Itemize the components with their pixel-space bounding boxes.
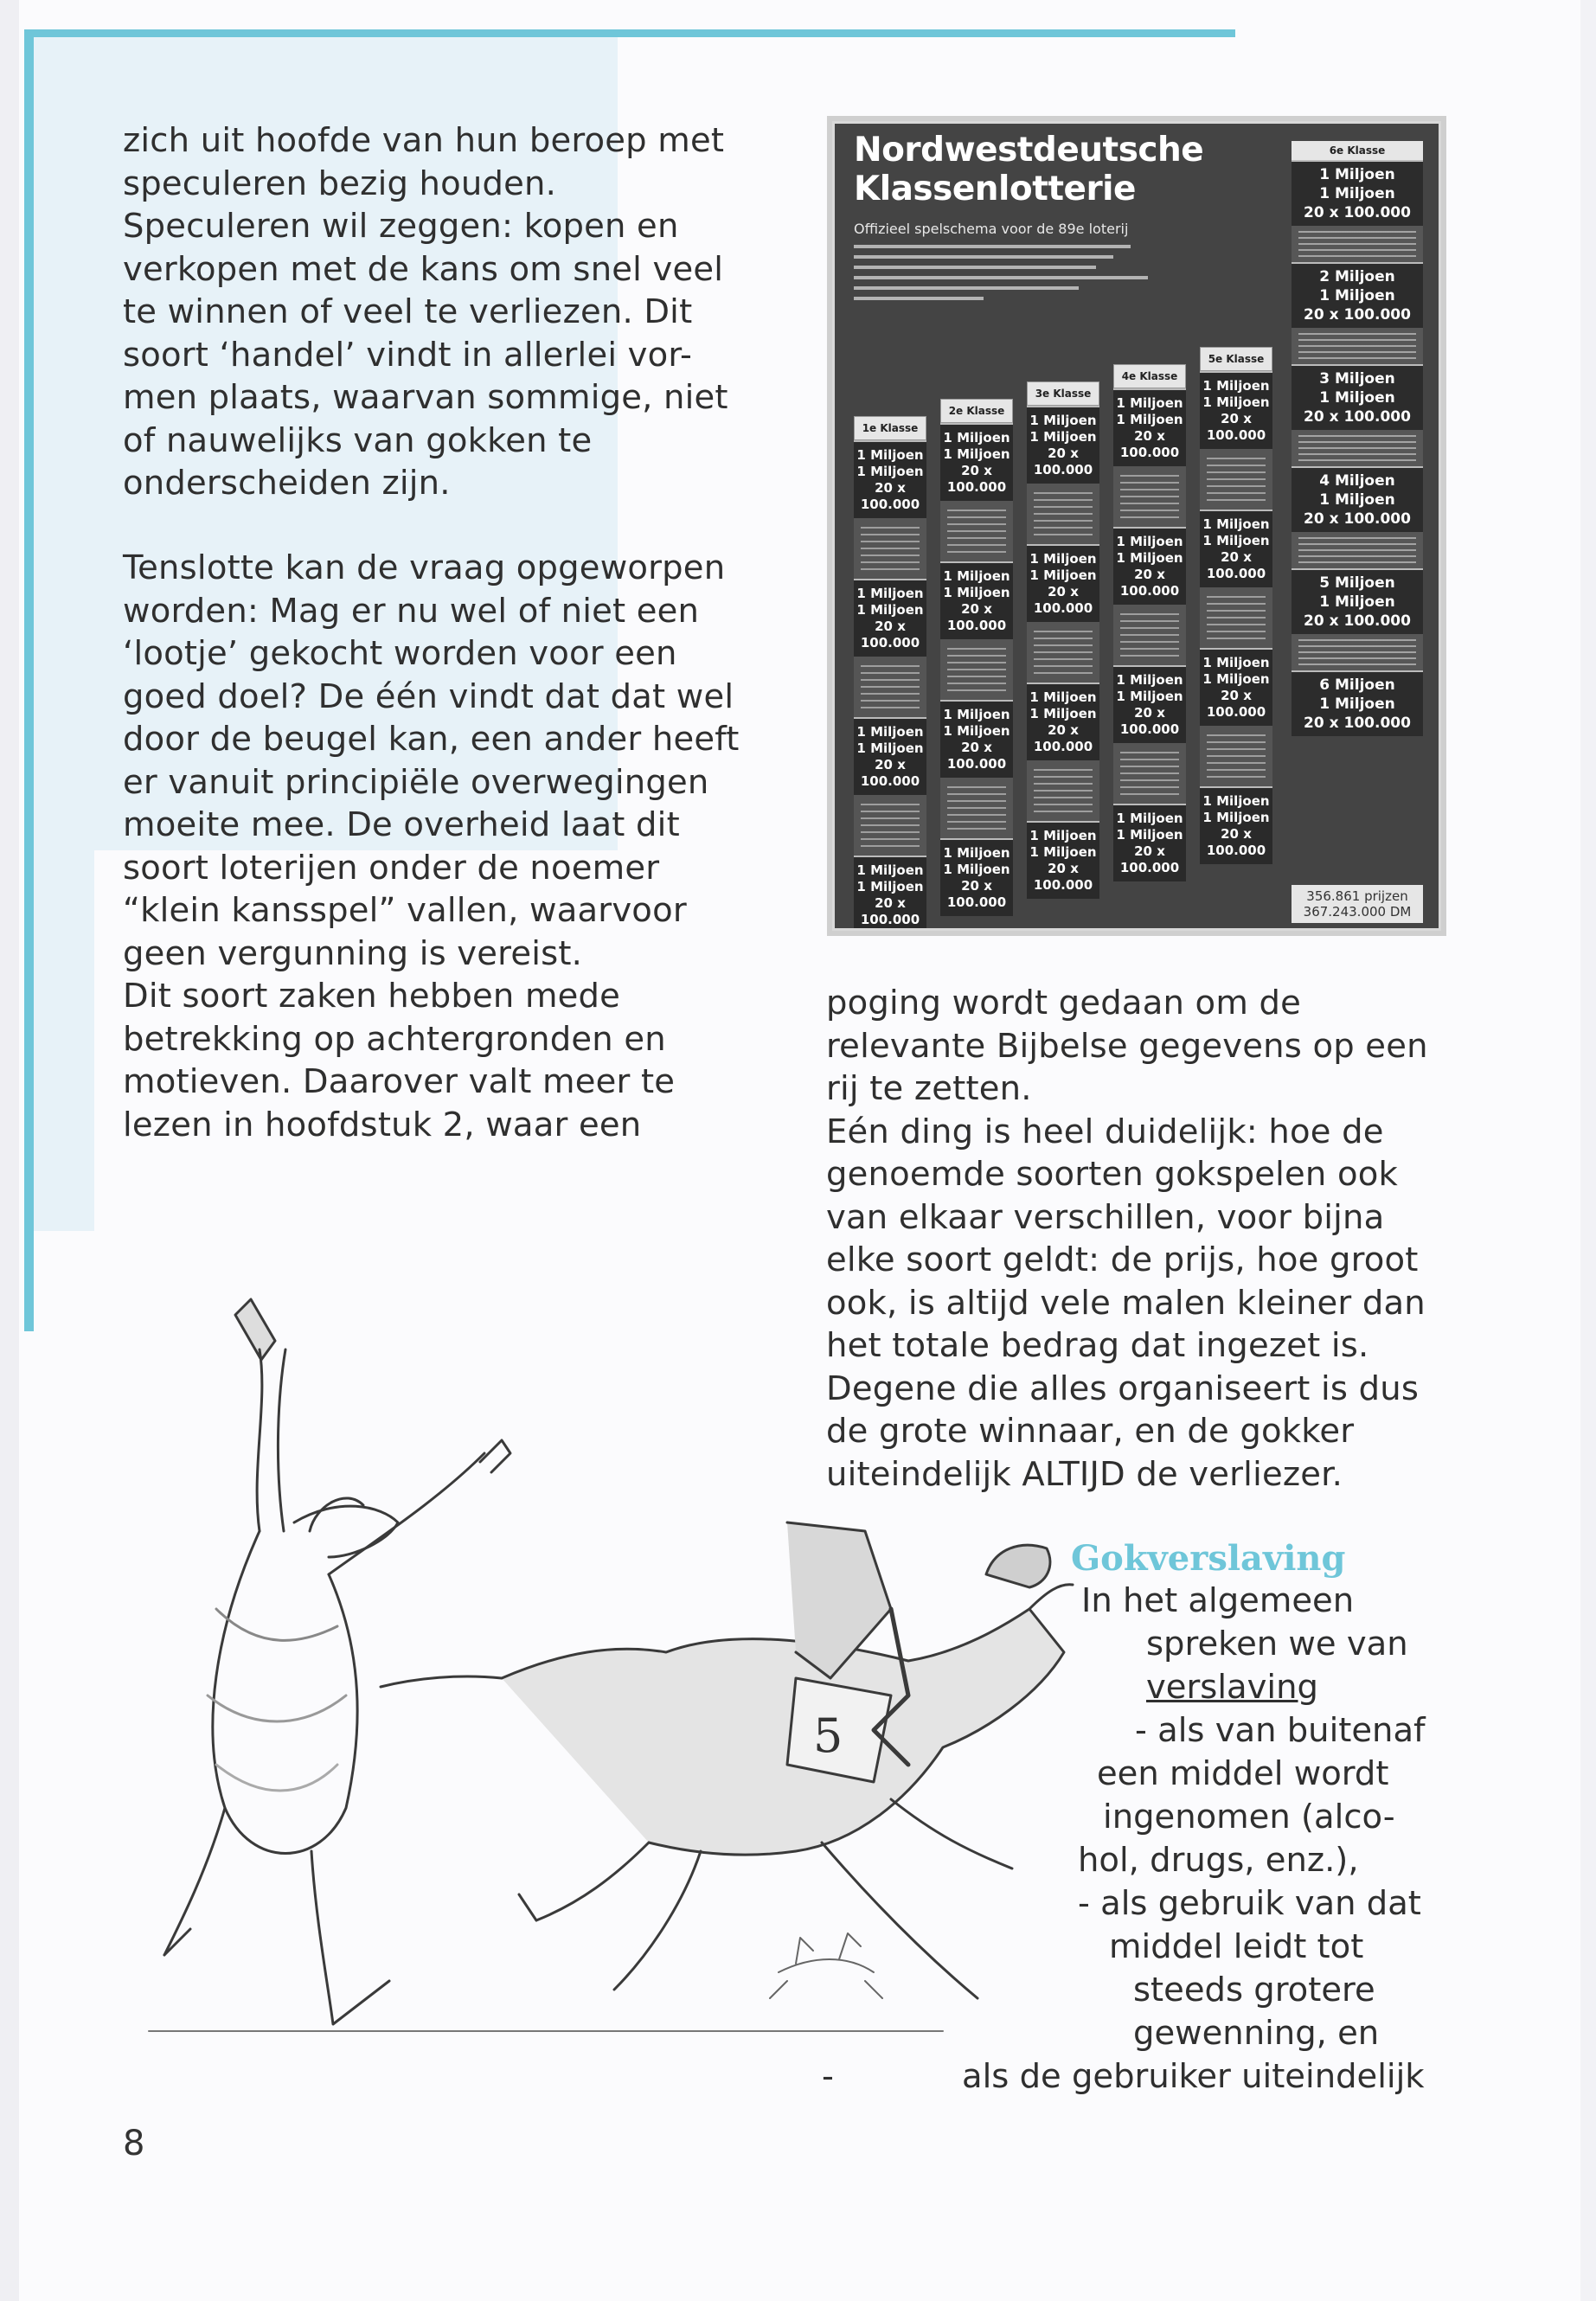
poster-prize-cell: 1 Miljoen 1 Miljoen 20 x 100.000 — [1200, 786, 1272, 864]
poster-prize-cell: 1 Miljoen 1 Miljoen 20 x 100.000 — [1027, 683, 1099, 760]
text-line: ‘lootje’ gekocht worden voor een — [123, 634, 677, 673]
poster-fine-cell — [1292, 328, 1423, 364]
text-line: te winnen of veel te verliezen. Dit — [123, 292, 693, 331]
poster-prize-cell: 1 Miljoen 1 Miljoen 20 x 100.000 — [1292, 160, 1423, 226]
text-line: relevante Bijbelse gegevens op een — [826, 1026, 1428, 1066]
poster-class-column — [1200, 347, 1272, 864]
poster-class-column — [1113, 364, 1186, 881]
text-line: spreken we van — [1146, 1625, 1408, 1663]
poster-class-header: 2e Klasse — [940, 399, 1013, 423]
text-line: de grote winnaar, en de gokker — [826, 1412, 1355, 1451]
poster-prize-cell: 1 Miljoen 1 Miljoen 20 x 100.000 — [854, 717, 926, 795]
text-line: er vanuit principiële overwegingen — [123, 762, 709, 802]
poster-prize-cell: 1 Miljoen 1 Miljoen 20 x 100.000 — [1200, 510, 1272, 587]
poster-fine-cell — [1113, 466, 1186, 527]
poster-fine-cell — [940, 639, 1013, 700]
text-line: - als gebruik van dat — [1078, 1884, 1421, 1923]
text-line: ingenomen (alco- — [1103, 1798, 1395, 1836]
poster-fine-cell — [1113, 743, 1186, 804]
body-text-left-bottom — [123, 547, 746, 1146]
poster-fine-cell — [940, 778, 1013, 838]
page-edge-right — [1580, 0, 1596, 2301]
text-line: het totale bedrag dat ingezet is. — [826, 1326, 1369, 1365]
horse-number: 5 — [813, 1708, 843, 1763]
distant-racers — [770, 1933, 882, 1998]
text-line: als de gebruiker uiteindelijk — [962, 2057, 1425, 2096]
poster-class-6-column — [1292, 141, 1423, 736]
text-line: rij te zetten. — [826, 1069, 1032, 1108]
poster-prize-cell: 4 Miljoen 1 Miljoen 20 x 100.000 — [1292, 466, 1423, 532]
poster-prize-cell: 1 Miljoen 1 Miljoen 20 x 100.000 — [940, 423, 1013, 501]
poster-class-column — [854, 416, 926, 931]
text-line: motieven. Daarover valt meer te — [123, 1062, 676, 1101]
text-line: Eén ding is heel duidelijk: hoe de — [826, 1112, 1384, 1151]
poster-prize-cell: 2 Miljoen 1 Miljoen 20 x 100.000 — [1292, 262, 1423, 328]
text-line: een middel wordt — [1097, 1754, 1389, 1793]
page-edge-left — [0, 0, 19, 2301]
cartoon-illustration — [130, 1246, 1168, 2076]
text-line: door de beugel kan, een ander heeft — [123, 720, 740, 759]
lottery-poster-image — [832, 121, 1441, 931]
text-line: elke soort geldt: de prijs, hoe groot — [826, 1240, 1419, 1279]
text-line: goed doel? De één vindt dat dat wel — [123, 676, 734, 716]
text-line: geen vergunning is vereist. — [123, 933, 583, 973]
poster-prize-cell: 1 Miljoen 1 Miljoen 20 x 100.000 — [1200, 648, 1272, 726]
horse-figure — [381, 1522, 1073, 1998]
poster-class-header: 3e Klasse — [1027, 381, 1099, 406]
man-figure — [164, 1299, 510, 2024]
poster-prize-cell: 1 Miljoen 1 Miljoen 20 x 100.000 — [940, 838, 1013, 916]
poster-prize-cell: 1 Miljoen 1 Miljoen 20 x 100.000 — [940, 561, 1013, 639]
text-line: worden: Mag er nu wel of niet een — [123, 591, 700, 631]
section-heading-gokverslaving: Gokverslaving — [1071, 1538, 1346, 1579]
poster-prize-cell: 1 Miljoen 1 Miljoen 20 x 100.000 — [854, 856, 926, 931]
poster-fine-cell — [1027, 622, 1099, 683]
text-line: betrekking op achtergronden en — [123, 1019, 666, 1059]
poster-subtitle: Offizieel spelschema voor de 89e loterij — [854, 221, 1129, 237]
poster-fine-cell — [1292, 430, 1423, 466]
poster-fine-print — [854, 245, 1165, 307]
poster-fine-cell — [1200, 449, 1272, 510]
text-line: In het algemeen — [1081, 1581, 1355, 1620]
poster-prize-cell: 1 Miljoen 1 Miljoen 20 x 100.000 — [1027, 544, 1099, 622]
text-line: - als van buitenaf — [1135, 1711, 1426, 1750]
text-line: Speculeren wil zeggen: kopen en — [123, 207, 679, 246]
text-line: ook, is altijd vele malen kleiner dan — [826, 1283, 1426, 1323]
poster-prize-cell: 1 Miljoen 1 Miljoen 20 x 100.000 — [1113, 527, 1186, 605]
poster-fine-cell — [1292, 226, 1423, 262]
poster-prize-cell: 5 Miljoen 1 Miljoen 20 x 100.000 — [1292, 568, 1423, 634]
poster-prize-cell: 1 Miljoen 1 Miljoen 20 x 100.000 — [1113, 388, 1186, 466]
poster-fine-cell — [1292, 532, 1423, 568]
poster-class-column — [1027, 381, 1099, 899]
text-line: middel leidt tot — [1109, 1927, 1364, 1966]
text-line: onderscheiden zijn. — [123, 464, 451, 503]
poster-class-header: 5e Klasse — [1200, 347, 1272, 371]
poster-fine-cell — [1292, 634, 1423, 670]
body-text-left-top — [123, 119, 746, 505]
poster-prize-cell: 6 Miljoen 1 Miljoen 20 x 100.000 — [1292, 670, 1423, 736]
poster-fine-cell — [1200, 587, 1272, 648]
text-line: zich uit hoofde van hun beroep met — [123, 121, 725, 160]
poster-prize-cell: 1 Miljoen 1 Miljoen 20 x 100.000 — [940, 700, 1013, 778]
poster-total-line: 367.243.000 DM — [1303, 904, 1412, 920]
poster-total — [1292, 885, 1423, 923]
text-line: soort ‘handel’ vindt in allerlei vor- — [123, 335, 693, 375]
text-line: soort loterijen onder de noemer — [123, 848, 660, 888]
poster-title-line: Nordwestdeutsche — [854, 131, 1204, 170]
text-line: of nauwelijks van gokken te — [123, 420, 593, 460]
text-line: verkopen met de kans om snel veel — [123, 249, 724, 289]
poster-title-line: Klassenlotterie — [854, 170, 1136, 208]
poster-prize-cell: 1 Miljoen 1 Miljoen 20 x 100.000 — [1200, 371, 1272, 449]
text-line: steeds grotere — [1133, 1971, 1375, 2009]
poster-fine-cell — [1200, 726, 1272, 786]
page-number: 8 — [123, 2124, 145, 2163]
text-line: Dit soort zaken hebben mede — [123, 977, 621, 1016]
poster-prize-cell: 1 Miljoen 1 Miljoen 20 x 100.000 — [1113, 665, 1186, 743]
text-line: moeite mee. De overheid laat dit — [123, 805, 680, 844]
poster-fine-cell — [940, 501, 1013, 561]
text-line: Degene die alles organiseert is dus — [826, 1368, 1420, 1408]
text-line: gewenning, en — [1133, 2014, 1380, 2053]
text-line: genoemde soorten gokspelen ook — [826, 1155, 1398, 1194]
text-line: speculeren bezig houden. — [123, 163, 557, 203]
poster-prize-cell: 1 Miljoen 1 Miljoen 20 x 100.000 — [854, 440, 926, 518]
text-line: uiteindelijk ALTIJD de verliezer. — [826, 1454, 1343, 1494]
text-line: verslaving — [1146, 1668, 1318, 1707]
poster-class-header: 4e Klasse — [1113, 364, 1186, 388]
text-line: lezen in hoofdstuk 2, waar een — [123, 1105, 642, 1144]
text-line: poging wordt gedaan om de — [826, 984, 1301, 1022]
poster-prize-cell: 1 Miljoen 1 Miljoen 20 x 100.000 — [1113, 804, 1186, 881]
text-line: Tenslotte kan de vraag opgeworpen — [123, 548, 726, 587]
text-line: - — [822, 2057, 834, 2096]
poster-fine-cell — [1027, 484, 1099, 544]
poster-fine-cell — [854, 518, 926, 579]
text-line: van elkaar verschillen, voor bijna — [826, 1197, 1385, 1237]
poster-fine-cell — [1113, 605, 1186, 665]
poster-fine-cell — [854, 795, 926, 856]
poster-class-column — [940, 399, 1013, 916]
poster-total-line: 356.861 prijzen — [1306, 888, 1408, 904]
poster-prize-cell: 1 Miljoen 1 Miljoen 20 x 100.000 — [1027, 406, 1099, 484]
accent-tint-strip — [34, 37, 94, 1231]
accent-rule-left — [24, 29, 34, 1331]
text-line: men plaats, waarvan sommige, niet — [123, 378, 728, 417]
poster-prize-cell: 1 Miljoen 1 Miljoen 20 x 100.000 — [1027, 821, 1099, 899]
accent-rule-top — [24, 29, 1235, 37]
poster-fine-cell — [854, 657, 926, 717]
poster-class-header: 1e Klasse — [854, 416, 926, 440]
text-line: hol, drugs, enz.), — [1078, 1841, 1359, 1880]
text-line: “klein kansspel” vallen, waarvoor — [123, 891, 687, 930]
poster-fine-cell — [1027, 760, 1099, 821]
poster-prize-cell: 3 Miljoen 1 Miljoen 20 x 100.000 — [1292, 364, 1423, 430]
poster-prize-cell: 1 Miljoen 1 Miljoen 20 x 100.000 — [854, 579, 926, 657]
poster-title — [854, 131, 1203, 208]
poster-class-header: 6e Klasse — [1292, 141, 1423, 160]
